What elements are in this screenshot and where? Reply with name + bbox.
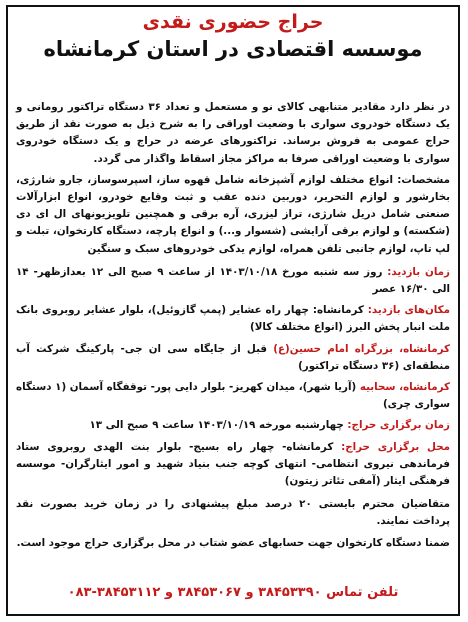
- visit-place-label: مکان‌های بازدید:: [367, 304, 450, 317]
- visit-time: [16, 264, 450, 298]
- auction-place: [16, 439, 450, 491]
- auction-place-text: کرمانشاه- چهار راه بسیج- بلوار بنت الهدی روبروی ستاد فرماندهی نیروی انتظامی- انتهای کوچه جنب بنیاد شهید و امور ایثارگران- موسسه فرهنگی ایثار (آمفی تئاتر زیتون): [16, 440, 450, 488]
- auction-time: [16, 417, 450, 434]
- contact-phone: تلفن تماس ۳۸۴۵۳۳۹۰ و ۳۸۴۵۳۰۶۷ و ۳۸۴۵۳۱۱۲-۰۸۳: [67, 585, 399, 600]
- note-payment: متقاضیان محترم بایستی ۲۰ درصد مبلغ پیشنهادی را در زمان خرید بصورت نقد پرداخت نمایند.: [16, 498, 450, 528]
- auction-time-text: چهارشنبه مورخه ۱۴۰۳/۱۰/۱۹ ساعت ۹ صبح الی ۱۳: [89, 419, 344, 432]
- headline: حراج حضوری نقدی: [142, 11, 324, 33]
- visit-place-3: [16, 379, 450, 413]
- place3-text: (آریا شهر)، میدان کهریز- بلوار دایی پور- توقفگاه آسمان (۱ دستگاه سواری چری): [16, 381, 450, 411]
- auction-advertisement: [6, 5, 460, 616]
- auction-time-label: زمان برگزاری حراج:: [347, 419, 450, 432]
- visit-place: [16, 302, 450, 336]
- intro-paragraph: در نظر دارد مقادیر متنابهی کالای نو و مستعمل و تعداد ۳۶ دستگاه تراکتور رومانی و یک دستگاه خودروی سواری با وضعیت اوراقی را به شرح ذیل به صورت نقد از طریق حراج عمومی به فروش برساند. تراکتورهای عرضه در حراج و یک دستگاه خودروی سواری با وضعیت اوراقی صرفا به مراکز مجاز اسقاط واگذار می گردد.: [16, 101, 451, 165]
- organization-title: موسسه اقتصادی در استان کرمانشاه: [43, 37, 423, 61]
- place2-label: کرمانشاه، بزرگراه امام حسین(ع): [273, 342, 450, 355]
- auction-place-label: محل برگزاری حراج:: [341, 440, 450, 453]
- visit-place-2: [16, 341, 450, 375]
- visit-time-text: روز سه شنبه مورخ ۱۴۰۳/۱۰/۱۸ از ساعت ۹ صبح الی ۱۲ بعدازظهر- ۱۴ الی ۱۶/۳۰ عصر: [16, 265, 450, 296]
- visit-time-label: زمان بازدید:: [387, 265, 450, 278]
- place3-label: کرمانشاه، سحابیه: [359, 381, 450, 394]
- place2-text: قبل از جایگاه سی ان جی- پارکینگ شرکت آب منطقه‌ای (۳۶ دستگاه تراکتور): [16, 342, 450, 372]
- note-card-reader: ضمنا دستگاه کارتخوان جهت حسابهای عضو شتاب در محل برگزاری حراج موجود است.: [16, 536, 450, 549]
- visit-place-text: کرمانشاه: چهار راه عشایر (پمپ گازوئیل)، بلوار عشایر روبروی بانک ملت انبار پخش البرز (انواع مختلف کالا): [16, 304, 450, 334]
- ad-body: [16, 99, 450, 556]
- specs-paragraph: مشخصات: انواع مختلف لوازم آشپزخانه شامل قهوه ساز، اسپرسوساز، جارو شارژی، بخارشور و لوازم التحریر، دوربین دنده عقب و ثبت وقایع خودرو، انواع ابزارآلات صنعتی شامل دریل شارژی، تراز لیزری، آره برقی و همچنین تلویزیونهای ال ای دی (شکسته) و لوازم برقی آرایشی (شسوار و...) و انواع پارچه، دستگاه کارتخوان، تبلت و لپ تاپ، لوازم جانبی تلفن همراه، لوازم یدکی خودروهای سبک و سنگین: [16, 173, 450, 255]
